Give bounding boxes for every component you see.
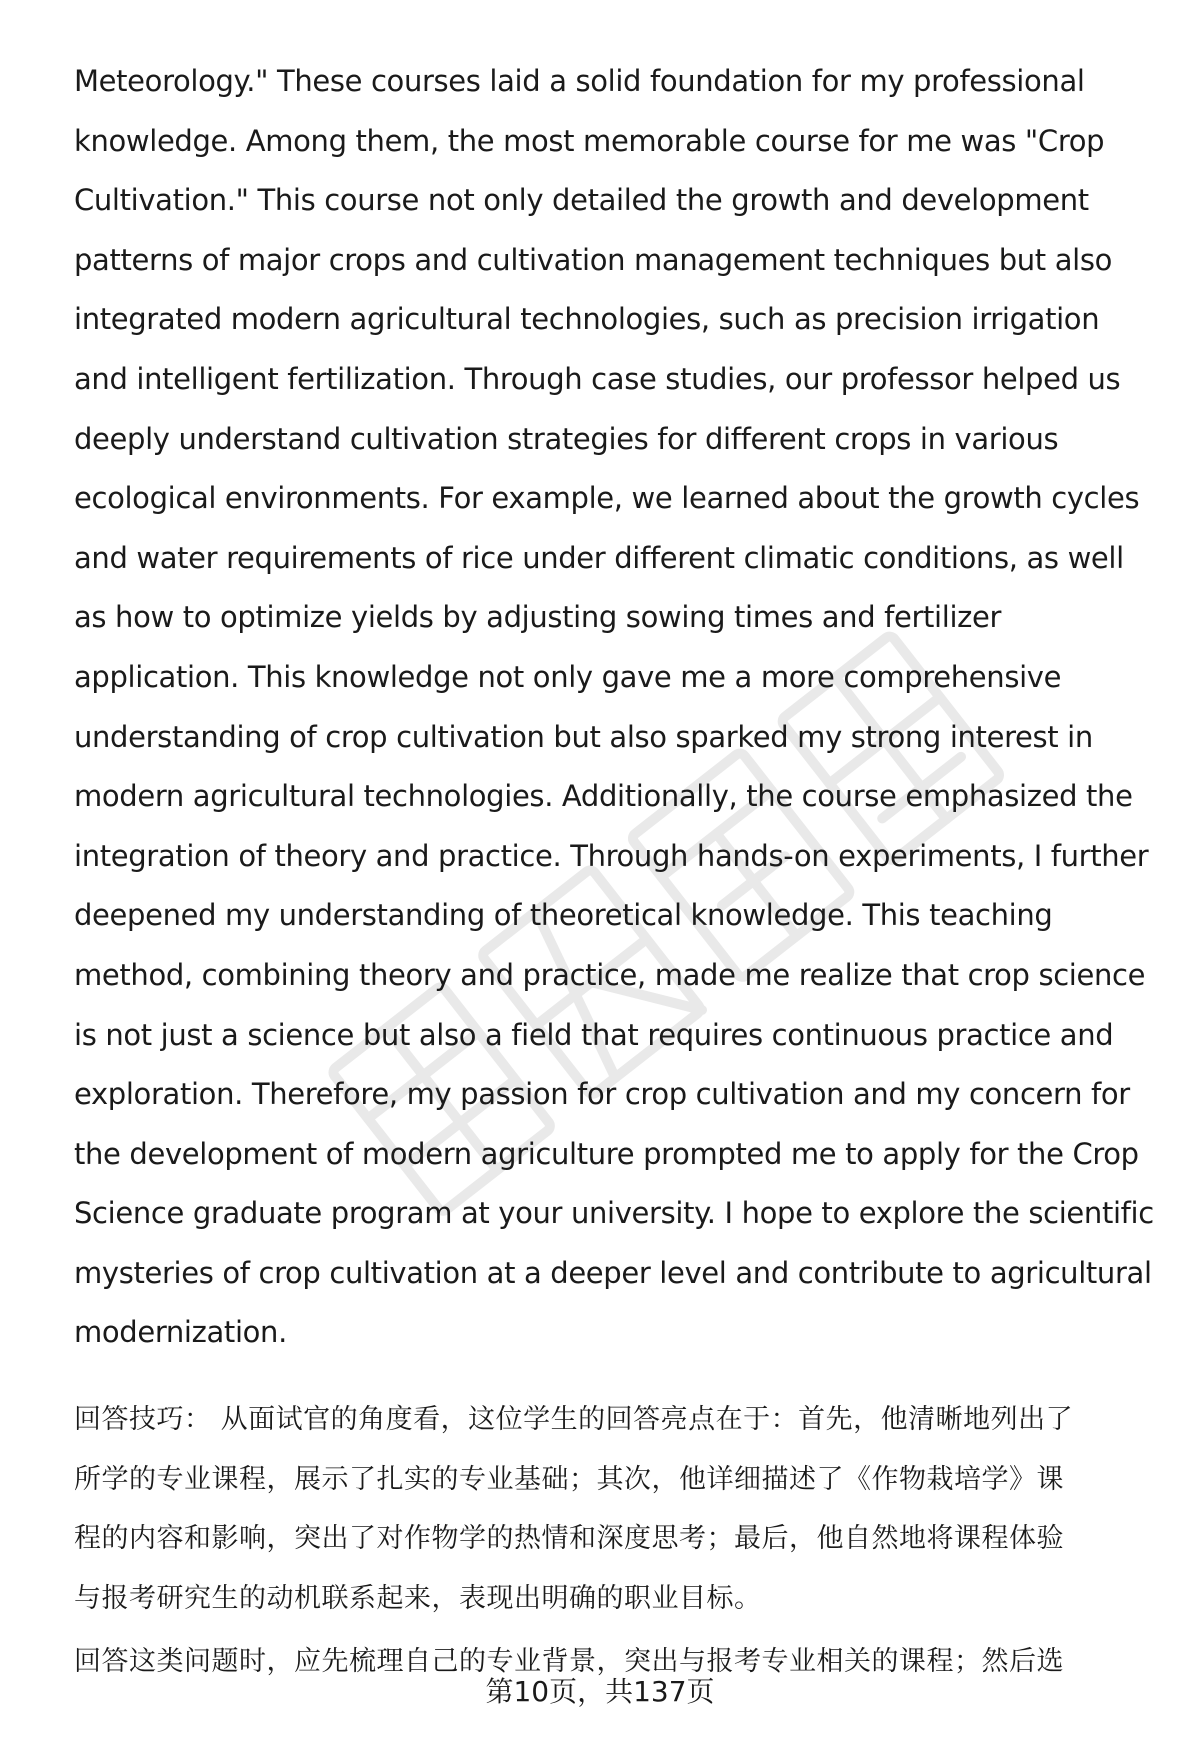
answer-tips bbox=[74, 1390, 1154, 1692]
body-line: application. This knowledge not only gave me a more comprehensive bbox=[74, 659, 1062, 694]
body-line: patterns of major crops and cultivation management techniques but also bbox=[74, 242, 1112, 277]
body-line: integrated modern agricultural technologies, such as precision irrigation bbox=[74, 302, 1100, 337]
body-line: Science graduate program at your university. I hope to explore the scientific bbox=[74, 1196, 1154, 1231]
body-line: deepened my understanding of theoretical knowledge. This teaching bbox=[74, 898, 1053, 933]
body-line: is not just a science but also a field that requires continuous practice and bbox=[74, 1017, 1114, 1052]
body-line: Meteorology." These courses laid a solid foundation for my professional bbox=[74, 64, 1085, 98]
page-number: 第10页，共137页 bbox=[485, 1675, 715, 1708]
body-line: the development of modern agriculture prompted me to apply for the Crop bbox=[74, 1136, 1139, 1171]
body-line: exploration. Therefore, my passion for crop cultivation and my concern for bbox=[74, 1077, 1130, 1112]
body-line: integration of theory and practice. Through hands-on experiments, I further bbox=[74, 838, 1149, 873]
tips-line: 与报考研究生的动机联系起来，表现出明确的职业目标。 bbox=[74, 1582, 762, 1614]
body-line: mysteries of crop cultivation at a deeper level and contribute to agricultural bbox=[74, 1255, 1152, 1290]
advice-line: 回答这类问题时，应先梳理自己的专业背景，突出与报考专业相关的课程；然后选 bbox=[74, 1646, 1064, 1678]
body-line: deeply understand cultivation strategies for different crops in various bbox=[74, 421, 1059, 456]
tips-line: 程的内容和影响，突出了对作物学的热情和深度思考；最后，他自然地将课程体验 bbox=[74, 1523, 1064, 1555]
body-line: and water requirements of rice under different climatic conditions, as well bbox=[74, 540, 1124, 575]
body-line: modern agricultural technologies. Additionally, the course emphasized the bbox=[74, 779, 1133, 814]
body-line: ecological environments. For example, we learned about the growth cycles bbox=[74, 481, 1140, 516]
body-line: as how to optimize yields by adjusting sowing times and fertilizer bbox=[74, 600, 1002, 635]
body-line: understanding of crop cultivation but also sparked my strong interest in bbox=[74, 719, 1093, 754]
tips-line: 回答技巧： 从面试官的角度看，这位学生的回答亮点在于：首先，他清晰地列出了 bbox=[74, 1404, 1074, 1435]
body-line: modernization. bbox=[74, 1315, 287, 1350]
body-line: and intelligent fertilization. Through case studies, our professor helped us bbox=[74, 361, 1121, 396]
answer-body bbox=[74, 52, 1164, 1363]
body-line: Cultivation." This course not only detailed the growth and development bbox=[74, 183, 1089, 218]
body-line: method, combining theory and practice, made me realize that crop science bbox=[74, 957, 1146, 992]
tips-line: 所学的专业课程，展示了扎实的专业基础；其次，他详细描述了《作物栽培学》课 bbox=[74, 1463, 1064, 1495]
body-line: knowledge. Among them, the most memorable course for me was "Crop bbox=[74, 123, 1105, 158]
